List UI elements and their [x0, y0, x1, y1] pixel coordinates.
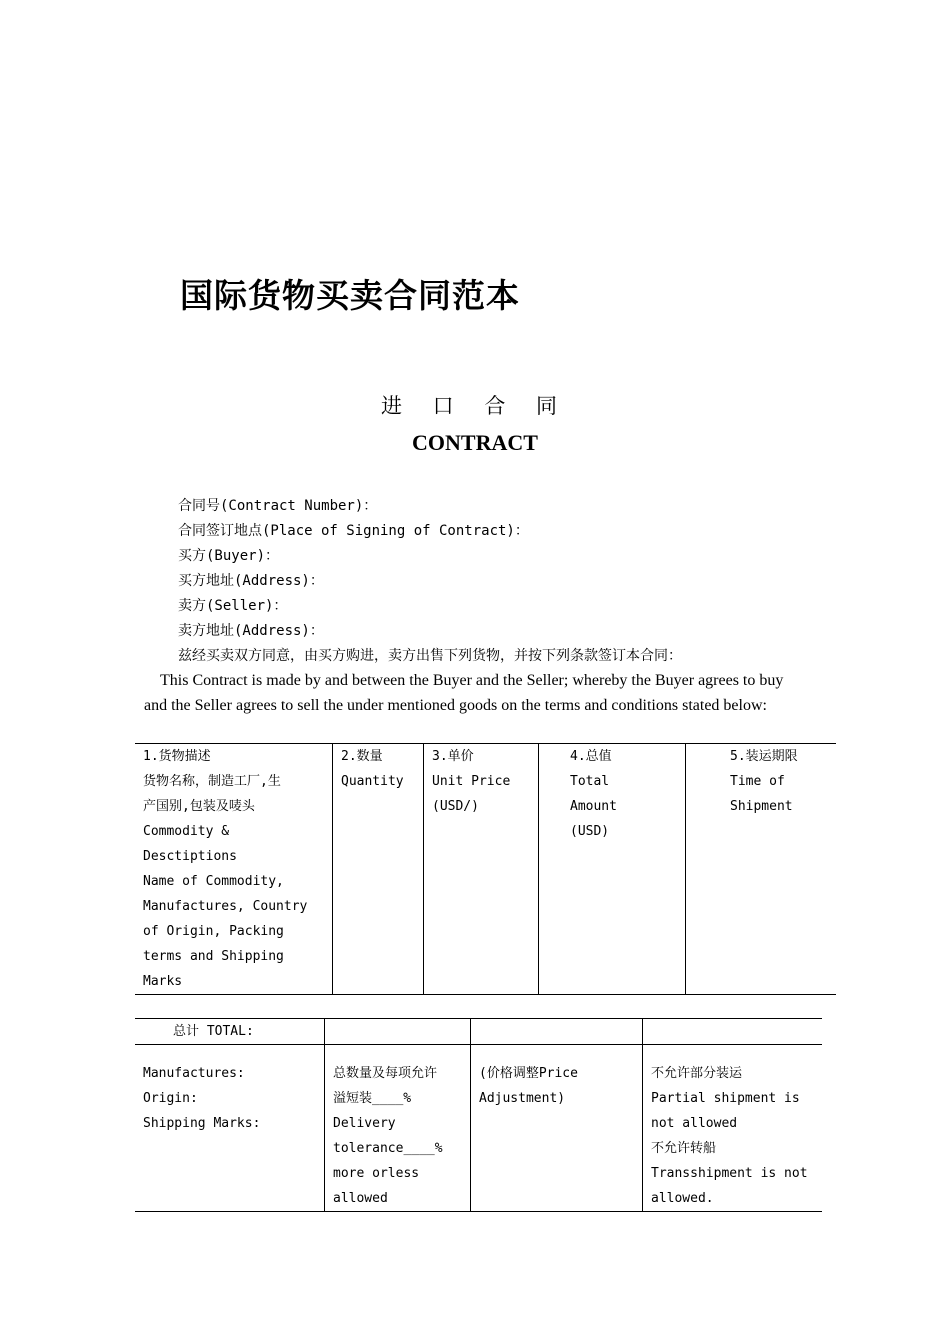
total-label: 总计 TOTAL: — [135, 1019, 325, 1045]
field-place-of-signing: 合同签订地点(Place of Signing of Contract)： — [178, 523, 529, 539]
marks-cell: Manufactures: Origin: Shipping Marks: — [135, 1045, 325, 1212]
total-amount-cell: 4.总值 Total Amount (USD) — [539, 744, 686, 995]
field-seller: 卖方(Seller)： — [178, 598, 288, 614]
total-quantity-cell — [325, 1019, 471, 1045]
quantity-cell: 2.数量 Quantity — [333, 744, 424, 995]
delivery-tolerance-cell: 总数量及每项允许 溢短装____% Delivery tolerance____% more orless allowed — [325, 1045, 471, 1212]
agreement-statement-en: This Contract is made by and between the Buyer and the Seller; whereby the Buyer agrees to buy and the Seller agrees to sell the under mentioned goods on the terms and conditions stated below: — [144, 672, 784, 714]
field-buyer-address: 买方地址(Address)： — [178, 573, 324, 589]
field-seller-address: 卖方地址(Address)： — [178, 623, 324, 639]
unit-price-cell: 3.单价 Unit Price (USD/) — [424, 744, 539, 995]
shipment-terms-cell: 不允许部分装运 Partial shipment is not allowed 不允许转船 Transshipment is not allowed. — [643, 1045, 823, 1212]
agreement-statement-cn: 兹经买卖双方同意，由买方购进，卖方出售下列货物，并按下列条款签订本合同： — [178, 648, 682, 664]
contract-heading-en: CONTRACT — [412, 430, 538, 455]
total-price-cell — [471, 1019, 643, 1045]
field-contract-number: 合同号(Contract Number)： — [178, 498, 378, 514]
price-adjustment-cell: (价格调整Price Adjustment) — [471, 1045, 643, 1212]
summary-table — [135, 1018, 822, 1212]
field-buyer: 买方(Buyer)： — [178, 548, 280, 564]
shipment-time-cell: 5.装运期限 Time of Shipment — [686, 744, 837, 995]
total-shipment-cell — [643, 1019, 823, 1045]
goods-description-cell: 1.货物描述 货物名称，制造工厂,生 产国别,包装及唛头 Commodity & Desctiptions Name of Commodity, Manufactures, Country of Origin, Packing terms and Shipping Marks — [143, 749, 308, 989]
contract-heading-cn: 进 口 合 同 — [380, 394, 570, 418]
goods-table — [135, 743, 836, 995]
document-title: 国际货物买卖合同范本 — [180, 276, 520, 315]
